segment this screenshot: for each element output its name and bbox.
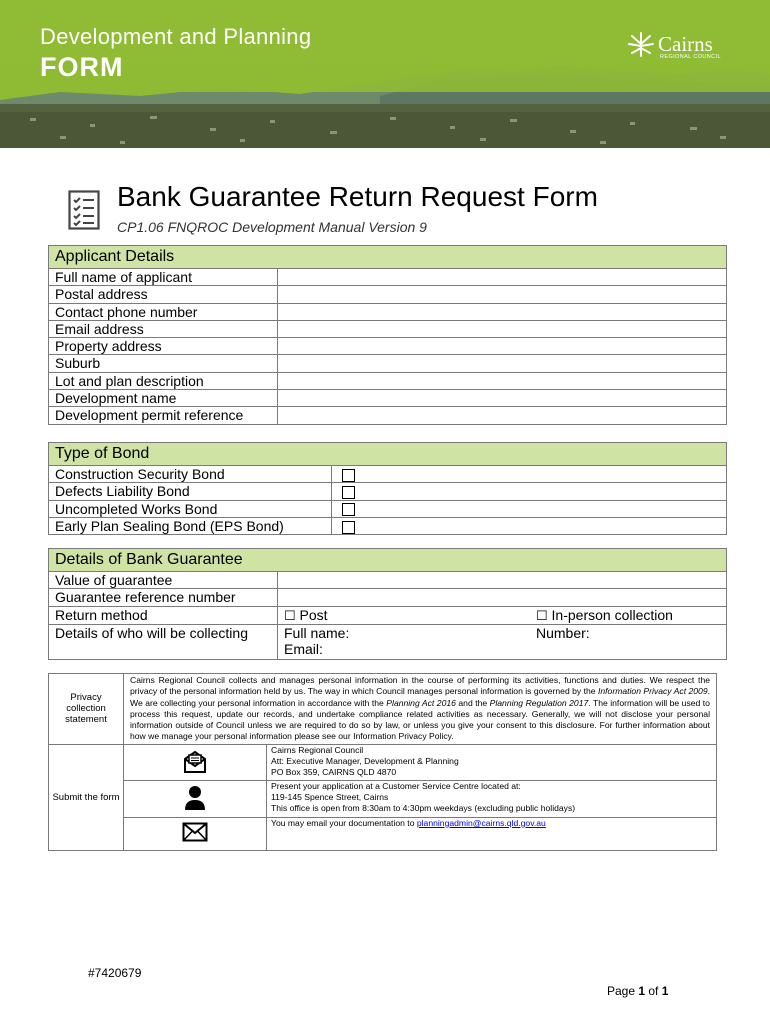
collector-name-field[interactable] <box>278 624 531 659</box>
field-label: Lot and plan description <box>49 372 278 389</box>
construction-bond-cell <box>332 466 727 483</box>
email-text: You may email your documentation to planningadmin@cairns.qld.gov.au <box>267 817 717 850</box>
palm-leaf-icon <box>626 30 656 60</box>
field-label: Value of guarantee <box>49 572 278 589</box>
page-title: Bank Guarantee Return Request Form <box>117 181 598 212</box>
banner-form-label: FORM <box>40 52 124 82</box>
section-heading: Type of Bond <box>49 443 727 466</box>
page-subtitle: CP1.06 FNQROC Development Manual Version 9 <box>117 219 427 235</box>
bond-type-table <box>48 442 727 535</box>
header-banner <box>0 0 770 148</box>
council-logo <box>626 30 736 60</box>
post-option[interactable] <box>278 606 531 624</box>
email-link[interactable]: planningadmin@cairns.qld.gov.au <box>416 817 546 828</box>
field-label: Email address <box>49 320 278 337</box>
person-icon <box>184 785 206 811</box>
field-label: Details of who will be collecting <box>49 624 278 659</box>
banner-title: Development and Planning <box>40 24 312 49</box>
section-heading: Details of Bank Guarantee <box>49 549 727 572</box>
applicant-details-table <box>48 245 727 425</box>
page-number: Page 1 of 1 <box>607 984 669 998</box>
full-name-field[interactable] <box>278 269 727 286</box>
postal-address-field[interactable] <box>278 286 727 303</box>
number-label: Number: <box>536 624 590 641</box>
field-label: Full name of applicant <box>49 269 278 286</box>
field-label: Development permit reference <box>49 407 278 424</box>
section-heading: Applicant Details <box>49 246 727 269</box>
permit-reference-field[interactable] <box>278 407 727 424</box>
inperson-option[interactable] <box>530 606 727 624</box>
checkbox[interactable] <box>342 486 355 499</box>
uncompleted-bond-cell <box>332 500 727 517</box>
email-field[interactable] <box>278 320 727 337</box>
person-icon-cell <box>124 780 267 817</box>
full-name-label: Full name: <box>284 624 350 641</box>
bond-label: Defects Liability Bond <box>49 483 332 500</box>
in-person-text: Present your application at a Customer Service Centre located at: 119-145 Spence Street, Cairns This office is open from 8:30am to 4:30pm weekdays (excluding public holidays) <box>267 780 717 817</box>
envelope-icon-cell <box>124 817 267 850</box>
guarantee-reference-field[interactable] <box>278 589 727 606</box>
inperson-label: In-person collection <box>551 606 673 623</box>
field-label: Property address <box>49 338 278 355</box>
checkbox[interactable] <box>342 521 355 534</box>
lot-plan-field[interactable] <box>278 372 727 389</box>
field-label: Return method <box>49 606 278 624</box>
submit-label: Submit the form <box>49 744 124 850</box>
post-label: Post <box>299 606 328 623</box>
logo-name: Cairns <box>658 32 713 56</box>
field-label: Suburb <box>49 355 278 372</box>
bond-label: Uncompleted Works Bond <box>49 500 332 517</box>
checklist-icon <box>68 190 100 230</box>
email-label: Email: <box>284 641 323 658</box>
field-label: Contact phone number <box>49 303 278 320</box>
privacy-statement: Cairns Regional Council collects and manages personal information in the course of performing its activities, functions and duties. We respect the privacy of the personal information held by us. The way in which Council manages personal information is governed by the Information Privacy Act 2009. We are collecting your personal information in accordance with the Planning Act 2016 and the Planning Regulation 2017. The information will be used to process this request, update our records, and undertake compliance related activities as necessary. Generally, we will not disclose your personal information outside of Council unless we are required to do so by law, or unless you give your consent to this disclosure. For further information about how we manage your personal information please see our Information Privacy Policy. <box>124 674 717 745</box>
field-label: Guarantee reference number <box>49 589 278 606</box>
defects-bond-cell <box>332 483 727 500</box>
phone-field[interactable] <box>278 303 727 320</box>
field-label: Development name <box>49 390 278 407</box>
checkbox[interactable]: ☐ <box>284 607 296 623</box>
property-address-field[interactable] <box>278 338 727 355</box>
bond-label: Construction Security Bond <box>49 466 332 483</box>
checkbox[interactable]: ☐ <box>536 607 548 623</box>
document-number: #7420679 <box>88 966 142 980</box>
suburb-field[interactable] <box>278 355 727 372</box>
checkbox[interactable] <box>342 503 355 516</box>
development-name-field[interactable] <box>278 390 727 407</box>
collector-number-field[interactable] <box>530 624 727 659</box>
bond-label: Early Plan Sealing Bond (EPS Bond) <box>49 517 332 534</box>
privacy-label: Privacy collection statement <box>49 674 124 745</box>
logo-subtitle: REGIONAL COUNCIL <box>660 54 721 60</box>
postal-mail-icon <box>182 749 208 775</box>
field-label: Postal address <box>49 286 278 303</box>
checkbox[interactable] <box>342 469 355 482</box>
envelope-icon <box>182 822 208 842</box>
privacy-submit-table <box>48 673 717 851</box>
postal-address-text: Cairns Regional Council Att: Executive Manager, Development & Planning PO Box 359, CAIRNS QLD 4870 <box>267 744 717 780</box>
guarantee-details-table <box>48 548 727 660</box>
mail-icon-cell <box>124 744 267 780</box>
guarantee-value-field[interactable] <box>278 572 727 589</box>
eps-bond-cell <box>332 517 727 534</box>
